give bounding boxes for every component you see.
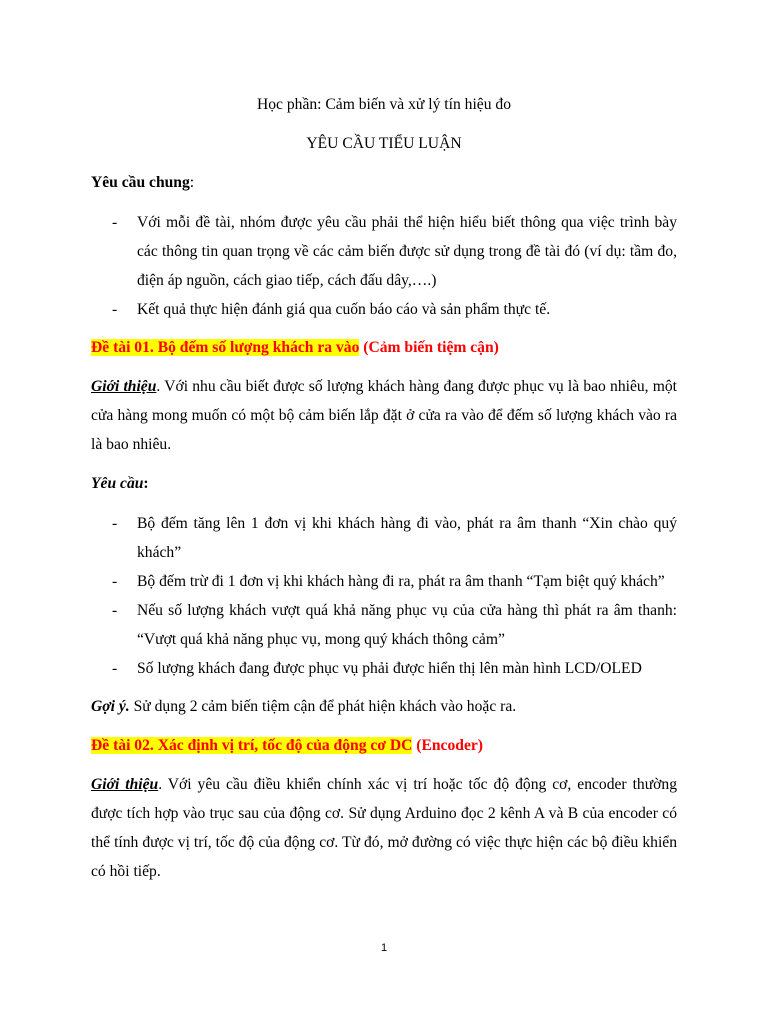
topic-2-heading <box>91 731 677 760</box>
list-item <box>91 208 677 295</box>
topic-1-requirements-heading <box>91 469 677 498</box>
page-content <box>91 90 677 896</box>
topic-1-intro-label: Giới thiệu <box>91 378 157 395</box>
list-dash: - <box>112 660 118 677</box>
topic-1-hint-label: Gợi ý. <box>91 698 130 715</box>
topic-1-title: Đề tài 01. Bộ đếm số lượng khách ra vào <box>91 339 360 356</box>
general-requirements-heading <box>91 168 677 197</box>
topic-2-intro-label: Giới thiệu <box>91 776 159 793</box>
list-dash: - <box>112 602 118 619</box>
topic-2-sensor: (Encoder) <box>416 737 483 754</box>
topic-2-intro <box>91 770 677 886</box>
list-item <box>91 654 677 683</box>
list-item-text: Bộ đếm tăng lên 1 đơn vị khi khách hàng đi vào, phát ra âm thanh “Xin chào quý khách” <box>137 515 677 561</box>
general-heading-text: Yêu cầu chung <box>91 174 190 191</box>
topic-1-req-label: Yêu cầu <box>91 475 144 492</box>
course-title: Học phần: Cảm biến và xử lý tín hiệu đo <box>256 96 511 113</box>
page-number: 1 <box>380 942 388 954</box>
topic-1-heading <box>91 333 677 362</box>
topic-2-intro-text: . Với yêu cầu điều khiển chính xác vị trí hoặc tốc độ động cơ, encoder thường được tích hợp vào trục sau của động cơ. Sử dụng Arduino đọc 2 kênh A và B của encoder có thể tính được vị trí, tốc độ của động cơ. Từ đó, mở đường có việc thực hiện các bộ điều khiển có hồi tiếp. <box>91 776 677 880</box>
topic-1-sensor: (Cảm biến tiệm cận) <box>363 339 499 356</box>
topic-1-requirements-list <box>91 509 677 683</box>
list-item-text: Số lượng khách đang được phục vụ phải được hiển thị lên màn hình LCD/OLED <box>137 660 642 677</box>
topic-2-title: Đề tài 02. Xác định vị trí, tốc độ của động cơ DC <box>91 737 413 754</box>
topic-1-intro <box>91 372 677 459</box>
list-dash: - <box>112 301 118 318</box>
list-dash: - <box>112 214 118 231</box>
topic-1-req-colon: : <box>143 475 149 492</box>
document-title: YÊU CẦU TIỂU LUẬN <box>306 135 462 152</box>
list-item <box>91 295 677 324</box>
topic-1-intro-text: . Với nhu cầu biết được số lượng khách hàng đang được phục vụ là bao nhiêu, một cửa hàng mong muốn có một bộ cảm biến lắp đặt ở cửa ra vào để đếm số lượng khách vào ra là bao nhiêu. <box>91 378 677 453</box>
list-item <box>91 567 677 596</box>
general-heading-colon: : <box>189 174 195 191</box>
topic-1-hint <box>91 692 677 721</box>
list-item-text: Nếu số lượng khách vượt quá khả năng phục vụ của cửa hàng thì phát ra âm thanh: “Vượt quá khả năng phục vụ, mong quý khách thông cảm” <box>137 602 677 648</box>
list-item <box>91 596 677 654</box>
list-dash: - <box>112 515 118 532</box>
list-dash: - <box>112 573 118 590</box>
list-item-text: Với mỗi đề tài, nhóm được yêu cầu phải thể hiện hiểu biết thông qua việc trình bày các thông tin quan trọng về các cảm biến được sử dụng trong đề tài đó (ví dụ: tầm đo, điện áp nguồn, cách giao tiếp, cách đấu dây,….) <box>137 214 677 289</box>
list-item-text: Bộ đếm trừ đi 1 đơn vị khi khách hàng đi ra, phát ra âm thanh “Tạm biệt quý khách” <box>137 573 665 590</box>
list-item <box>91 509 677 567</box>
general-requirements-list <box>91 208 677 324</box>
topic-1-hint-text: Sử dụng 2 cảm biến tiệm cận để phát hiện khách vào hoặc ra. <box>129 698 517 715</box>
list-item-text: Kết quả thực hiện đánh giá qua cuốn báo cáo và sản phẩm thực tế. <box>137 301 551 318</box>
